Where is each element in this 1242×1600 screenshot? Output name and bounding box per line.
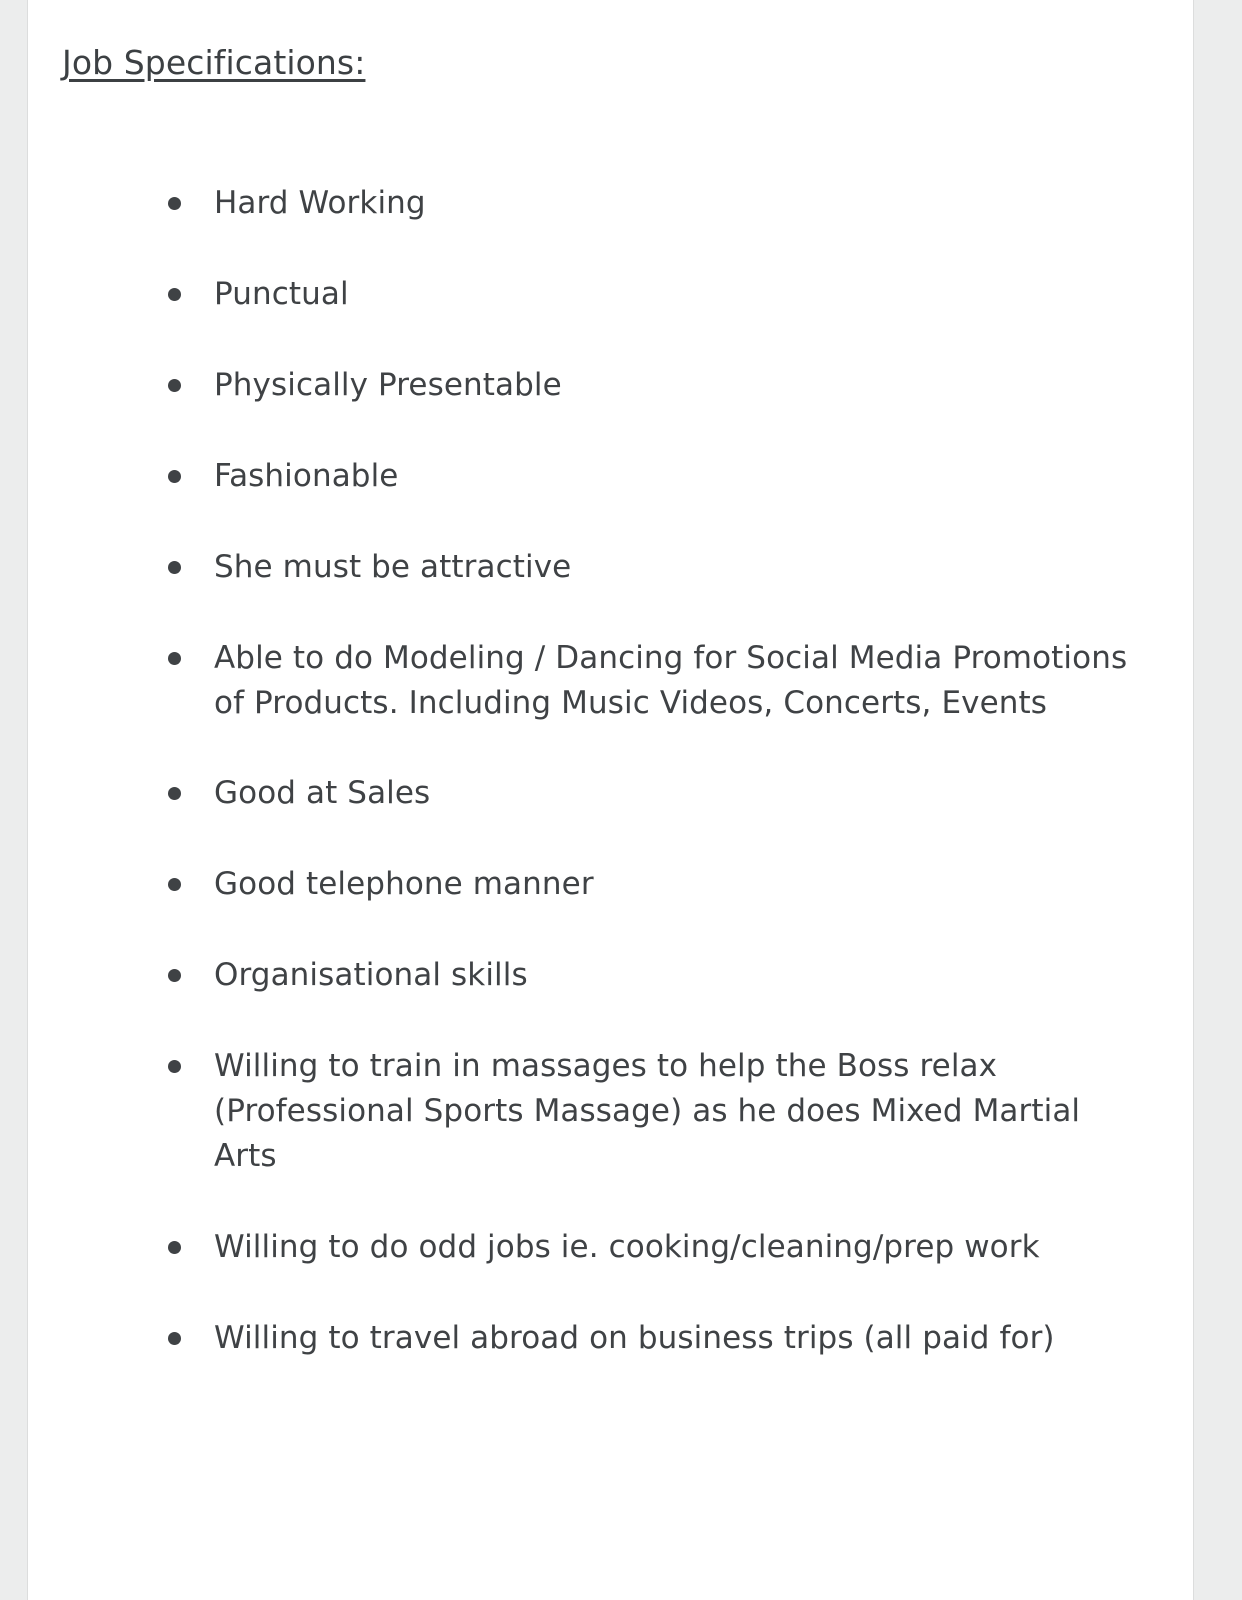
list-item: [168, 1316, 1148, 1361]
list-item: [168, 1044, 1148, 1179]
list-item-label: Good telephone manner: [214, 866, 594, 903]
list-item: [168, 636, 1148, 726]
list-item-label: Willing to do odd jobs ie. cooking/cleaning/prep work: [214, 1229, 1040, 1266]
list-item-label: Fashionable: [214, 457, 399, 494]
filled-circle-bullet-icon: [168, 969, 181, 982]
filled-circle-bullet-icon: [168, 288, 181, 301]
list-item: [168, 363, 1148, 408]
list-item: [168, 771, 1148, 816]
list-item-label: She must be attractive: [214, 548, 572, 585]
list-item: [168, 545, 1148, 590]
list-item-label: Good at Sales: [214, 775, 431, 812]
list-item-label: Willing to train in massages to help the Boss relax (Professional Sports Massage) as he does Mixed Martial Arts: [214, 1048, 1081, 1175]
list-item-label: Willing to travel abroad on business trips (all paid for): [214, 1320, 1055, 1357]
page-gutter-right: [1194, 0, 1242, 1600]
filled-circle-bullet-icon: [168, 1060, 181, 1073]
document-sheet: [28, 0, 1194, 1600]
filled-circle-bullet-icon: [168, 652, 181, 665]
list-item-label: Able to do Modeling / Dancing for Social Media Promotions of Products. Including Music Videos, Concerts, Events: [214, 639, 1128, 721]
filled-circle-bullet-icon: [168, 197, 181, 210]
filled-circle-bullet-icon: [168, 787, 181, 800]
list-item: [168, 454, 1148, 499]
list-item: [168, 862, 1148, 907]
filled-circle-bullet-icon: [168, 379, 181, 392]
list-item-label: Organisational skills: [214, 957, 528, 994]
filled-circle-bullet-icon: [168, 878, 181, 891]
list-item: [168, 272, 1148, 317]
list-item-label: Physically Presentable: [214, 366, 562, 403]
list-item-label: Punctual: [214, 275, 349, 312]
page-gutter-left: [0, 0, 27, 1600]
filled-circle-bullet-icon: [168, 561, 181, 574]
filled-circle-bullet-icon: [168, 1332, 181, 1345]
list-item: [168, 953, 1148, 998]
document-body: [28, 0, 1194, 1361]
list-item: [168, 181, 1148, 226]
filled-circle-bullet-icon: [168, 470, 181, 483]
job-specifications-list: [62, 181, 1148, 1361]
list-item: [168, 1225, 1148, 1270]
list-item-label: Hard Working: [214, 184, 426, 221]
filled-circle-bullet-icon: [168, 1241, 181, 1254]
page-title: Job Specifications:: [62, 43, 366, 82]
